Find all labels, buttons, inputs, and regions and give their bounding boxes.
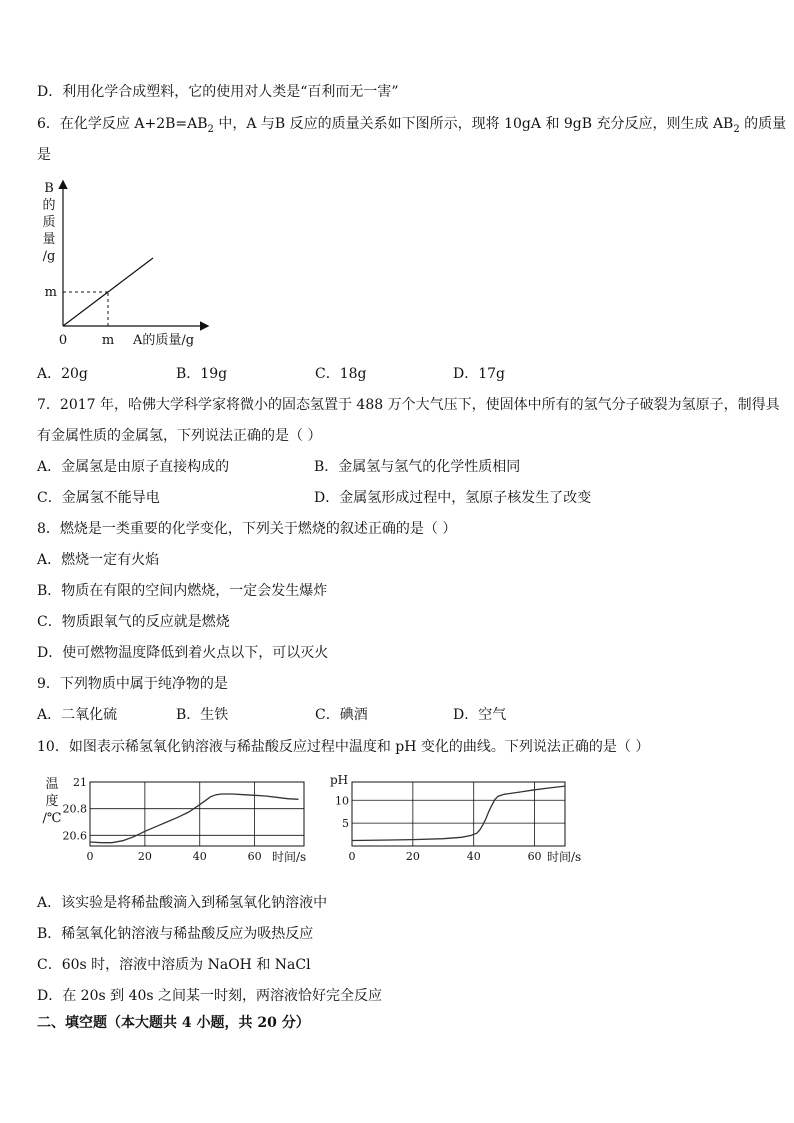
y-axis-label: pH <box>330 773 349 787</box>
plot-frame <box>90 782 304 846</box>
q8-option-c[interactable]: C．物质跟氧气的反应就是燃烧 <box>37 614 230 630</box>
x-tick-label: 60 <box>247 850 262 863</box>
x-tick-label: 0 <box>348 850 356 863</box>
q7-option-a[interactable]: A．金属氢是由原子直接构成的 <box>37 459 230 475</box>
x-tick-label: 20 <box>405 850 420 863</box>
q7-option-c[interactable]: C．金属氢不能导电 <box>37 490 160 506</box>
question-8-text: 8．燃烧是一类重要的化学变化，下列关于燃烧的叙述正确的是（ ） <box>37 521 457 537</box>
x-tick-label: 40 <box>192 850 207 863</box>
y-axis-label-char: 量 <box>42 232 56 247</box>
q8-option-a[interactable]: A．燃烧一定有火焰 <box>37 552 160 568</box>
y-axis-label <box>42 181 55 264</box>
x-axis-label: A的质量/g <box>133 333 195 348</box>
x-tick-labels <box>87 850 262 863</box>
question-9-text: 9．下列物质中属于纯净物的是 <box>37 676 228 692</box>
q6-subscript-2: 2 <box>733 123 740 135</box>
q8-option-b[interactable]: B．物质在有限的空间内燃烧，一定会发生爆炸 <box>37 583 328 599</box>
q6-option-a[interactable]: A．20g <box>37 366 88 382</box>
x-tick-label: 20 <box>137 850 152 863</box>
question-6-text-line2: 是 <box>37 147 51 163</box>
y-tick-labels <box>63 776 88 842</box>
q10-option-a[interactable]: A．该实验是将稀盐酸滴入到稀氢氧化钠溶液中 <box>37 895 328 911</box>
section-2-heading: 二、填空题（本大题共 4 小题，共 20 分） <box>37 1015 310 1031</box>
grid <box>352 782 565 846</box>
q9-option-a[interactable]: A．二氧化硫 <box>37 707 118 723</box>
q6-option-d[interactable]: D．17g <box>453 366 506 382</box>
x-axis-label: 时间/s <box>547 850 582 864</box>
y-tick-labels <box>335 794 349 830</box>
ph-chart <box>328 770 588 870</box>
x-tick-label: m <box>101 333 115 348</box>
y-axis-label <box>43 777 62 826</box>
y-tick-label: 20.8 <box>62 802 87 816</box>
y-tick-label: 21 <box>73 776 87 789</box>
q6-part-a: 6．在化学反应 A+2B=AB <box>37 116 208 132</box>
q10-option-b[interactable]: B．稀氢氧化钠溶液与稀盐酸反应为吸热反应 <box>37 926 314 942</box>
y-tick-label: m <box>44 285 57 300</box>
y-tick-label: 20.6 <box>62 829 87 843</box>
x-axis-label: 时间/s <box>272 850 307 864</box>
question-7-text: 7．2017 年，哈佛大学科学家将微小的固态氢置于 488 万个大气压下，使固体中所有的氢气分子破裂为氢原子，制得具 <box>37 397 780 413</box>
q7-option-d[interactable]: D．金属氢形成过程中，氢原子核发生了改变 <box>314 490 592 506</box>
ph-curve <box>352 786 565 840</box>
q9-option-c[interactable]: C．碘酒 <box>315 707 368 723</box>
question-6-text <box>37 114 786 134</box>
q6-part-b: 中，A 与B 反应的质量关系如下图所示，现将 10gA 和 9gB 充分反应，则生成 AB <box>213 116 734 132</box>
plot-frame <box>352 782 565 846</box>
y-axis-label-char: 度 <box>45 794 59 809</box>
y-axis-label-char: 温 <box>45 777 59 792</box>
q9-option-d[interactable]: D．空气 <box>453 707 507 723</box>
q8-option-d[interactable]: D．使可燃物温度降低到着火点以下，可以灭火 <box>37 645 329 661</box>
q6-subscript: 2 <box>207 123 214 135</box>
x-tick-label: 40 <box>466 850 481 863</box>
q10-option-c[interactable]: C．60s 时，溶液中溶质为 NaOH 和 NaCl <box>37 957 311 973</box>
origin-label: 0 <box>58 333 68 348</box>
y-axis-label-char: /℃ <box>42 811 62 826</box>
y-axis-label-char: /g <box>42 249 56 264</box>
x-tick-label: 0 <box>86 850 94 863</box>
y-axis-label-char: 的 <box>42 198 56 213</box>
y-tick-label: 5 <box>342 817 349 831</box>
q7-option-b[interactable]: B．金属氢与氢气的化学性质相同 <box>314 459 521 475</box>
temperature-chart <box>40 770 320 870</box>
grid <box>90 782 304 846</box>
q6-part-c: 的质量 <box>739 116 787 132</box>
x-tick-labels <box>349 850 542 863</box>
question-10-text: 10．如图表示稀氢氧化钠溶液与稀盐酸反应过程中温度和 pH 变化的曲线。下列说法正确的是（ ） <box>37 739 650 755</box>
q6-option-b[interactable]: B．19g <box>176 366 228 382</box>
mass-relation-chart <box>35 176 225 351</box>
prev-option-d: D．利用化学合成塑料，它的使用对人类是“百利而无一害” <box>37 84 399 100</box>
y-axis-label-char: 质 <box>42 215 56 230</box>
q9-option-b[interactable]: B．生铁 <box>176 707 229 723</box>
question-7-text-line2: 有金属性质的金属氢，下列说法正确的是（ ） <box>37 428 322 444</box>
x-tick-label: 60 <box>527 850 542 863</box>
y-axis-label-char: B <box>44 181 54 196</box>
q10-option-d[interactable]: D．在 20s 到 40s 之间某一时刻，两溶液恰好完全反应 <box>37 988 383 1004</box>
q6-option-c[interactable]: C．18g <box>315 366 367 382</box>
y-tick-label: 10 <box>335 794 349 808</box>
